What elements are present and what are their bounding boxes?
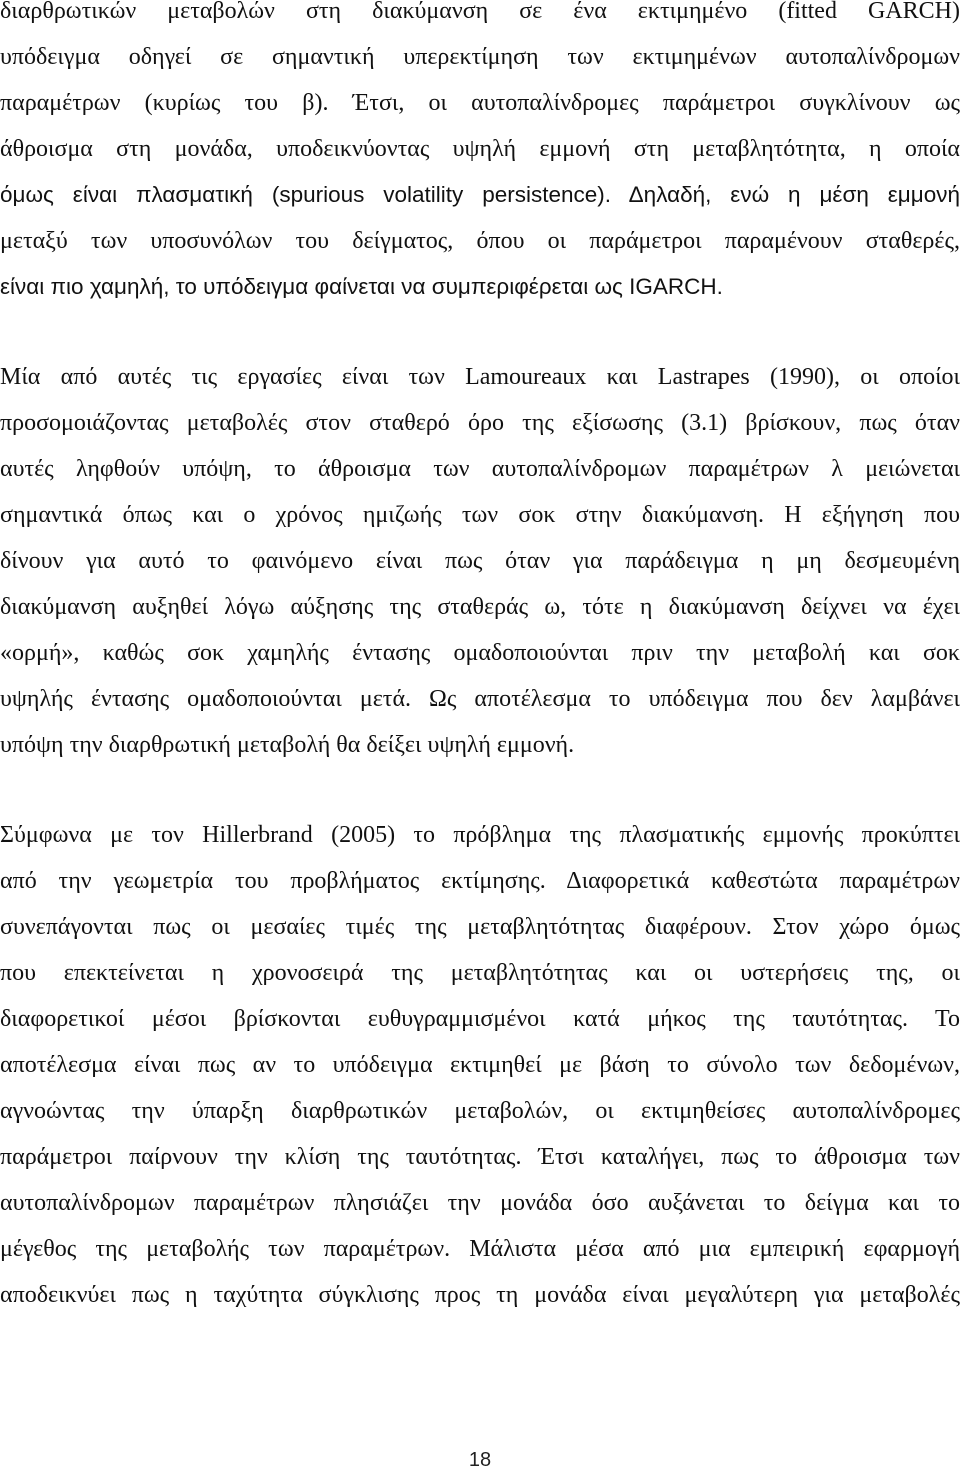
text-line: αποδεικνύει πως η ταχύτητα σύγκλισης προς τη μονάδα είναι μεγαλύτερη για μεταβολές [0,1282,960,1308]
text-line: μέγεθος της μεταβολής των παραμέτρων. Μάλιστα μέσα από μια εμπειρική εφαρμογή [0,1236,960,1262]
text-line: παραμέτρων (κυρίως του β). Έτσι, οι αυτοπαλίνδρομες παράμετροι συγκλίνουν ως [0,90,960,116]
text-line: παράμετροι παίρνουν την κλίση της ταυτότητας. Έτσι καταλήγει, πως το άθροισμα των [0,1144,960,1170]
paragraph-1 [0,0,960,310]
text-line: που επεκτείνεται η χρονοσειρά της μεταβλητότητας και οι υστερήσεις της, οι [0,960,960,986]
text-line: υπόψη την διαρθρωτική μεταβολή θα δείξει υψηλή εμμονή. [0,732,575,758]
text-line: προσομοιάζοντας μεταβολές στον σταθερό όρο της εξίσωσης (3.1) βρίσκουν, πως όταν [0,410,960,436]
paragraph-2 [0,354,960,768]
text-line: αποτέλεσμα είναι πως αν το υπόδειγμα εκτιμηθεί με βάση το σύνολο των δεδομένων, [0,1052,960,1078]
text-line: μεταξύ των υποσυνόλων του δείγματος, όπου οι παράμετροι παραμένουν σταθερές, [0,228,960,254]
page-number: 18 [468,1449,492,1471]
text-line: αυτοπαλίνδρομων παραμέτρων πλησιάζει την μονάδα όσο αυξάνεται το δείγμα και το [0,1190,960,1216]
text-line: αγνοώντας την ύπαρξη διαρθρωτικών μεταβολών, οι εκτιμηθείσες αυτοπαλίνδρομες [0,1098,960,1124]
text-line: συνεπάγονται πως οι μεσαίες τιμές της μεταβλητότητας διαφέρουν. Στον χώρο όμως [0,914,960,940]
text-line: υψηλής έντασης ομαδοποιούνται μετά. Ως αποτέλεσμα το υπόδειγμα που δεν λαμβάνει [0,686,960,712]
text-line: σημαντικά όπως και ο χρόνος ημιζωής των σοκ στην διακύμανση. Η εξήγηση που [0,502,960,528]
text-line: διαφορετικοί μέσοι βρίσκονται ευθυγραμμισμένοι κατά μήκος της ταυτότητας. Το [0,1006,960,1032]
text-line: διαρθρωτικών μεταβολών στη διακύμανση σε ένα εκτιμημένο (fitted GARCH) [0,0,960,24]
paragraph-3 [0,812,960,1318]
text-line: δίνουν για αυτό το φαινόμενο είναι πως όταν για παράδειγμα η μη δεσμευμένη [0,548,960,574]
text-line: «ορμή», καθώς σοκ χαμηλής έντασης ομαδοποιούνται πριν την μεταβολή και σοκ [0,640,960,666]
text-line: είναι πιο χαμηλή, το υπόδειγμα φαίνεται να συμπεριφέρεται ως IGARCH. [0,274,723,299]
text-line: Σύμφωνα με τον Hillerbrand (2005) το πρόβλημα της πλασματικής εμμονής προκύπτει [0,822,960,848]
text-line: άθροισμα στη μονάδα, υποδεικνύοντας υψηλή εμμονή στη μεταβλητότητα, η οποία [0,136,960,162]
text-line: υπόδειγμα οδηγεί σε σημαντική υπερεκτίμηση των εκτιμημένων αυτοπαλίνδρομων [0,44,960,70]
text-line: από την γεωμετρία του προβλήματος εκτίμησης. Διαφορετικά καθεστώτα παραμέτρων [0,868,960,894]
text-line: όμως είναι πλασματική (spurious volatility persistence). Δηλαδή, ενώ η μέση εμμονή [0,182,960,207]
text-line: αυτές ληφθούν υπόψη, το άθροισμα των αυτοπαλίνδρομων παραμέτρων λ μειώνεται [0,456,960,482]
text-line: Μία από αυτές τις εργασίες είναι των Lamoureaux και Lastrapes (1990), οι οποίοι [0,364,960,390]
text-line: διακύμανση αυξηθεί λόγω αύξησης της σταθεράς ω, τότε η διακύμανση δείχνει να έχει [0,594,960,620]
